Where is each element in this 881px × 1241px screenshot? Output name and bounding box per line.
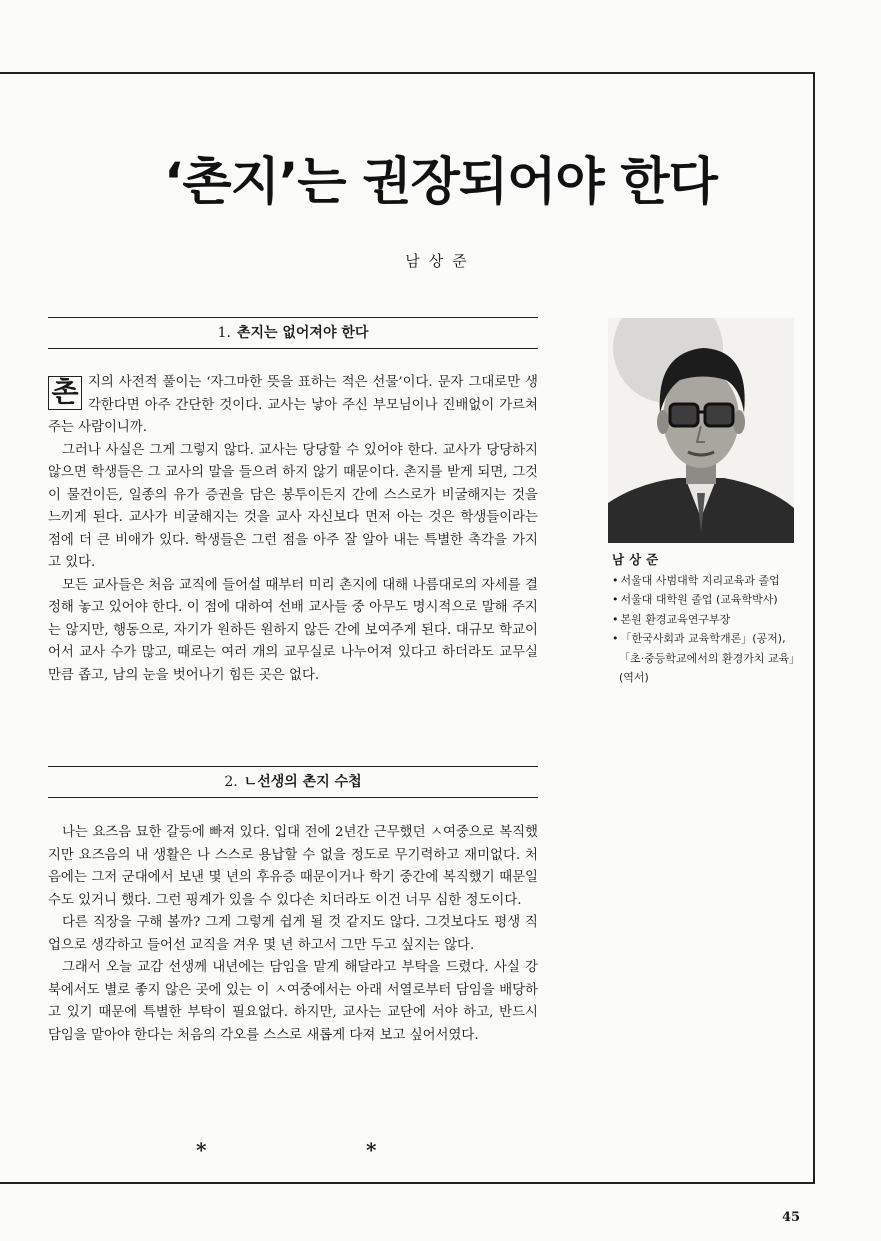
author-bio: [612, 550, 807, 688]
section-1-heading: [48, 317, 538, 349]
drop-cap: 촌: [48, 376, 82, 410]
section-2-paragraph: 그래서 오늘 교감 선생께 내년에는 담임을 맡게 해달라고 부탁을 드렸다. 사실 강북에서도 별로 좋지 않은 곳에 있는 이 ㅅ여중에서는 아래 서열로부터 담임을 배당하고 있기 때문에 특별한 부탁이 필요없다. 하지만, 교사는 교단에 서야 하고, 반드시 담임을 맡아야 한다는 처음의 각오를 스스로 새롭게 다져 보고 싶어서였다.: [48, 960, 538, 1043]
section-2-paragraph: 나는 요즈음 묘한 갈등에 빠져 있다. 입대 전에 2년간 근무했던 ㅅ여중으로 복직했지만 요즈음의 내 생활은 나 스스로 용납할 수 없을 정도로 무기력하고 재미없다. 처음에는 그저 군대에서 보낸 몇 년의 후유증 때문이거나 학기 중간에 복직했기 때문일 수도 있거니 했다. 그런 핑계가 있을 수 있다손 치더라도 이건 너무 심한 정도이다.: [48, 825, 538, 908]
section-2-number: 2.: [224, 774, 238, 790]
section-2-paragraph: 다른 직장을 구해 볼까? 그게 그렇게 쉽게 될 것 같지도 않다. 그것보다도 평생 직업으로 생각하고 들어선 교직을 겨우 몇 년 하고서 그만 두고 싶지는 않다.: [48, 915, 538, 953]
section-1-body: [48, 372, 538, 687]
article-author: 남상준: [405, 252, 476, 270]
section-2-heading: [48, 766, 538, 798]
section-separator: [0, 1138, 881, 1168]
section-1-paragraph: 모든 교사들은 처음 교직에 들어설 때부터 미리 촌지에 대해 나름대로의 자세를 결정해 놓고 있어야 한다. 이 점에 대하여 선배 교사들 중 아무도 명시적으로 말해 주지는 않지만, 행동으로, 자기가 원하든 원하지 않든 간에 보여주게 된다. 대규모 학교이어서 교사 수가 많고, 때로는 여러 개의 교무실로 나누어져 있다고 하더라도 교무실만큼 좁고, 남의 눈을 벗어나기 힘든 곳은 없다.: [48, 577, 538, 683]
article-title: ‘촌지’는 권장되어야 한다: [164, 153, 717, 212]
section-1-paragraph: 그러나 사실은 그게 그렇지 않다. 교사는 당당할 수 있어야 한다. 교사가 당당하지 않으면 학생들은 그 교사의 말을 들으려 하지 않기 때문이다. 촌지를 받게 되면, 그것이 물건이든, 일종의 유가 증권을 담은 봉투이든지 간에 스스로가 비굴해지는 것을 느끼게 된다. 교사가 비굴해지는 것을 교사 자신보다 먼저 아는 것은 학생들이라는 점에 더 큰 비애가 있다. 학생들은 그런 점을 아주 잘 알아 내는 특별한 촉각을 가지고 있다.: [48, 442, 538, 570]
section-1-paragraph: 촌 지의 사전적 풀이는 ‘자그마한 뜻을 표하는 적은 선물’이다. 문자 그대로만 생각한다면 아주 간단한 것이다. 교사는 낳아 주신 부모님이나 진배없이 가르쳐 주는 사람이니까.: [48, 375, 538, 435]
author-portrait-photo: [608, 318, 794, 543]
page-number: 45: [782, 1210, 801, 1225]
separator-star: *: [366, 1138, 377, 1162]
bio-item: • 서울대 대학원 졸업 (교육학박사): [612, 590, 807, 610]
section-1-number: 1.: [217, 325, 231, 341]
section-1-title: 촌지는 없어져야 한다: [236, 325, 369, 341]
section-2-title: ㄴ선생의 촌지 수첩: [243, 774, 362, 790]
bio-name: 남상준: [612, 552, 664, 567]
bio-item: • 서울대 사범대학 지리교육과 졸업: [612, 571, 807, 591]
bio-item: • 본원 환경교육연구부장: [612, 610, 807, 630]
bio-list: [612, 571, 807, 688]
separator-star: *: [196, 1138, 207, 1162]
bio-item: • 「한국사회과 교육학개론」(공저), 「초·중등학교에서의 환경가치 교육」(역서): [612, 629, 807, 688]
section-2-body: [48, 822, 538, 1047]
